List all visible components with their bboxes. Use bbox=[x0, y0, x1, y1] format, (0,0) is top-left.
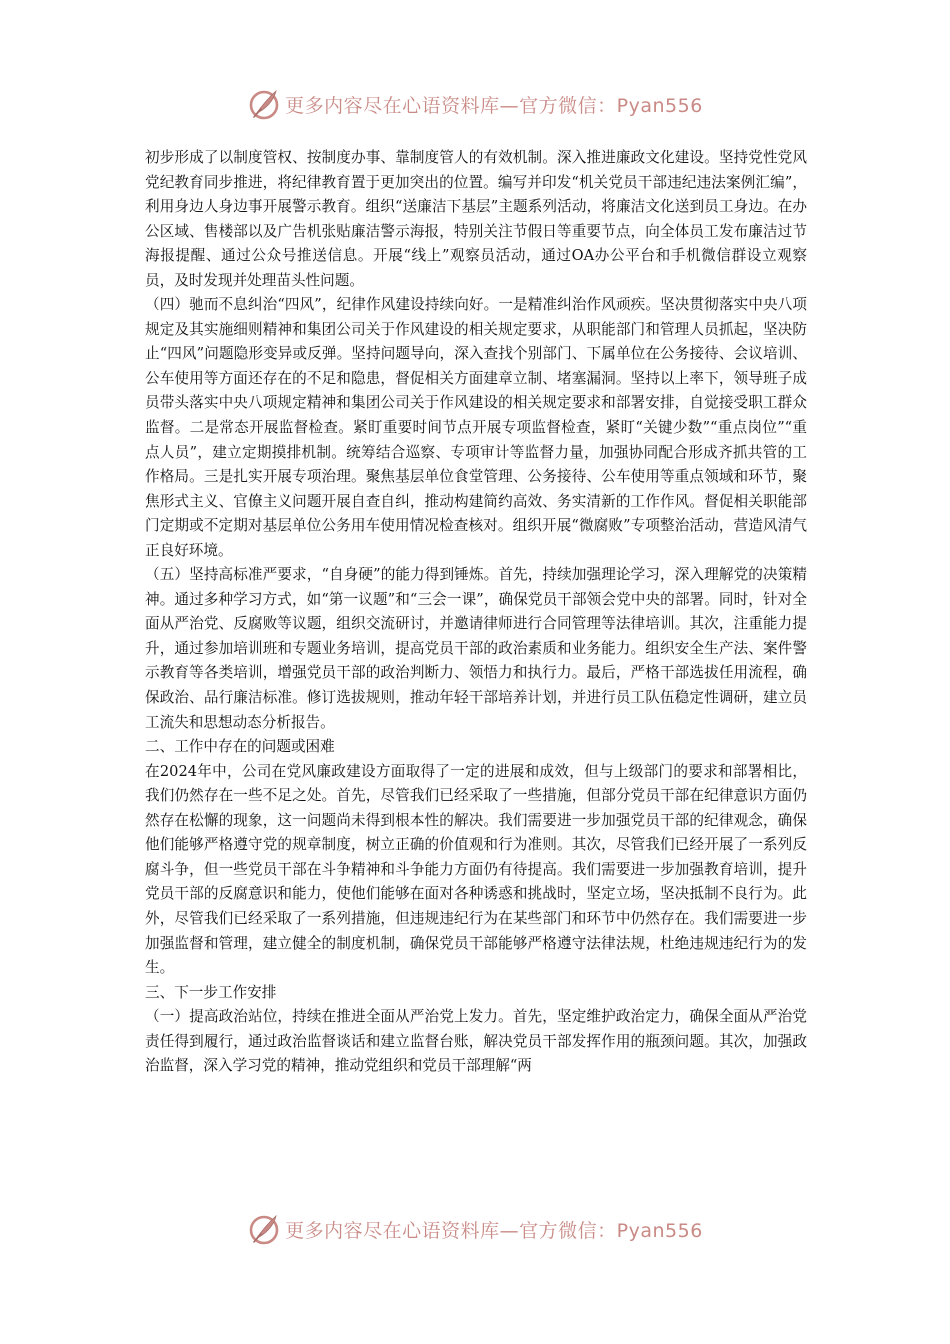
feather-pen-icon bbox=[247, 87, 281, 121]
paragraph-section-five: （五）坚持高标准严要求，“自身硬”的能力得到锤炼。首先，持续加强理论学习，深入理解党的决策精神。通过多种学习方式，如“第一议题”和“三会一课”，确保党员干部领会党中央的部署。同时，针对全面从严治党、反腐败等议题，组织交流研讨，并邀请律师进行合同管理等法律培训。其次，注重能力提升，通过参加培训班和专题业务培训，提高党员干部的政治素质和业务能力。组织安全生产法、案件警示教育等各类培训，增强党员干部的政治判断力、领悟力和执行力。最后，严格干部选拔任用流程，确保政治、品行廉洁标准。修订选拔规则，推动年轻干部培养计划，并进行员工队伍稳定性调研，建立员工流失和思想动态分析报告。 bbox=[145, 566, 807, 731]
header-banner bbox=[0, 84, 950, 124]
paragraph-anti-corruption-culture: 初步形成了以制度管权、按制度办事、靠制度管人的有效机制。深入推进廉政文化建设。坚持党性党风党纪教育同步推进，将纪律教育置于更加突出的位置。编写并印发“机关党员干部违纪违法案例汇编”，利用身边人身边事开展警示教育。组织“送廉洁下基层”主题系列活动，将廉洁文化送到员工身边。在办公区域、售楼部以及广告机张贴廉洁警示海报，特别关注节假日等重要节点，向全体员工发布廉洁过节海报提醒、通过公众号推送信息。开展“线上”观察员活动，通过OA办公平台和手机微信群设立观察员，及时发现并处理苗头性问题。 bbox=[145, 149, 807, 289]
heading-next-steps: 三、下一步工作安排 bbox=[145, 983, 277, 1001]
heading-problems: 二、工作中存在的问题或困难 bbox=[145, 738, 335, 756]
header-banner-text: 更多内容尽在心语资料库—官方微信：Pyan556 bbox=[285, 94, 703, 117]
paragraph-section-four: （四）驰而不息纠治“四风”，纪律作风建设持续向好。一是精准纠治作风顽疾。坚决贯彻落实中央八项规定及其实施细则精神和集团公司关于作风建设的相关规定要求，从职能部门和管理人员抓起，坚决防止“四风”问题隐形变异或反弹。坚持问题导向，深入查找个别部门、下属单位在公务接待、会议培训、公车使用等方面还存在的不足和隐患，督促相关方面建章立制、堵塞漏洞。坚持以上率下，领导班子成员带头落实中央八项规定精神和集团公司关于作风建设的相关规定要求和部署安排，自觉接受职工群众监督。二是常态开展监督检查。紧盯重要时间节点开展专项监督检查，紧盯“关键少数”“重点岗位”“重点人员”，建立定期摸排机制。统筹结合巡察、专项审计等监督力量，加强协同配合形成齐抓共管的工作格局。三是扎实开展专项治理。聚焦基层单位食堂管理、公务接待、公车使用等重点领域和环节，聚焦形式主义、官僚主义问题开展自查自纠，推动构建简约高效、务实清新的工作作风。督促相关职能部门定期或不定期对基层单位公务用车使用情况检查核对。组织开展“微腐败”专项整治活动，营造风清气正良好环境。 bbox=[145, 296, 807, 559]
feather-pen-icon bbox=[247, 1212, 281, 1246]
paragraph-problems: 在2024年中，公司在党风廉政建设方面取得了一定的进展和成效，但与上级部门的要求和部署相比，我们仍然存在一些不足之处。首先，尽管我们已经采取了一些措施，但部分党员干部在纪律意识方面仍然存在松懈的现象，这一问题尚未得到根本性的解决。我们需要进一步加强党员干部的纪律观念，确保他们能够严格遵守党的规章制度，树立正确的价值观和行为准则。其次，尽管我们已经开展了一系列反腐斗争，但一些党员干部在斗争精神和斗争能力方面仍有待提高。我们需要进一步加强教育培训，提升党员干部的反腐意识和能力，使他们能够在面对各种诱惑和挑战时，坚定立场，坚决抵制不良行为。此外，尽管我们已经采取了一系列措施，但违规违纪行为在某些部门和环节中仍然存在。我们需要进一步加强监督和管理，建立健全的制度机制，确保党员干部能够严格遵守法律法规，杜绝违规违纪行为的发生。 bbox=[145, 762, 807, 977]
footer-banner-text: 更多内容尽在心语资料库—官方微信：Pyan556 bbox=[285, 1219, 703, 1242]
footer-banner bbox=[0, 1209, 950, 1249]
document-body bbox=[145, 146, 807, 1079]
paragraph-next-step-one: （一）提高政治站位，持续在推进全面从严治党上发力。首先，坚定维护政治定力，确保全面从严治党责任得到履行，通过政治监督谈话和建立监督台账，解决党员干部发挥作用的瓶颈问题。其次，加强政治监督，深入学习党的精神，推动党组织和党员干部理解“两 bbox=[145, 1008, 807, 1075]
